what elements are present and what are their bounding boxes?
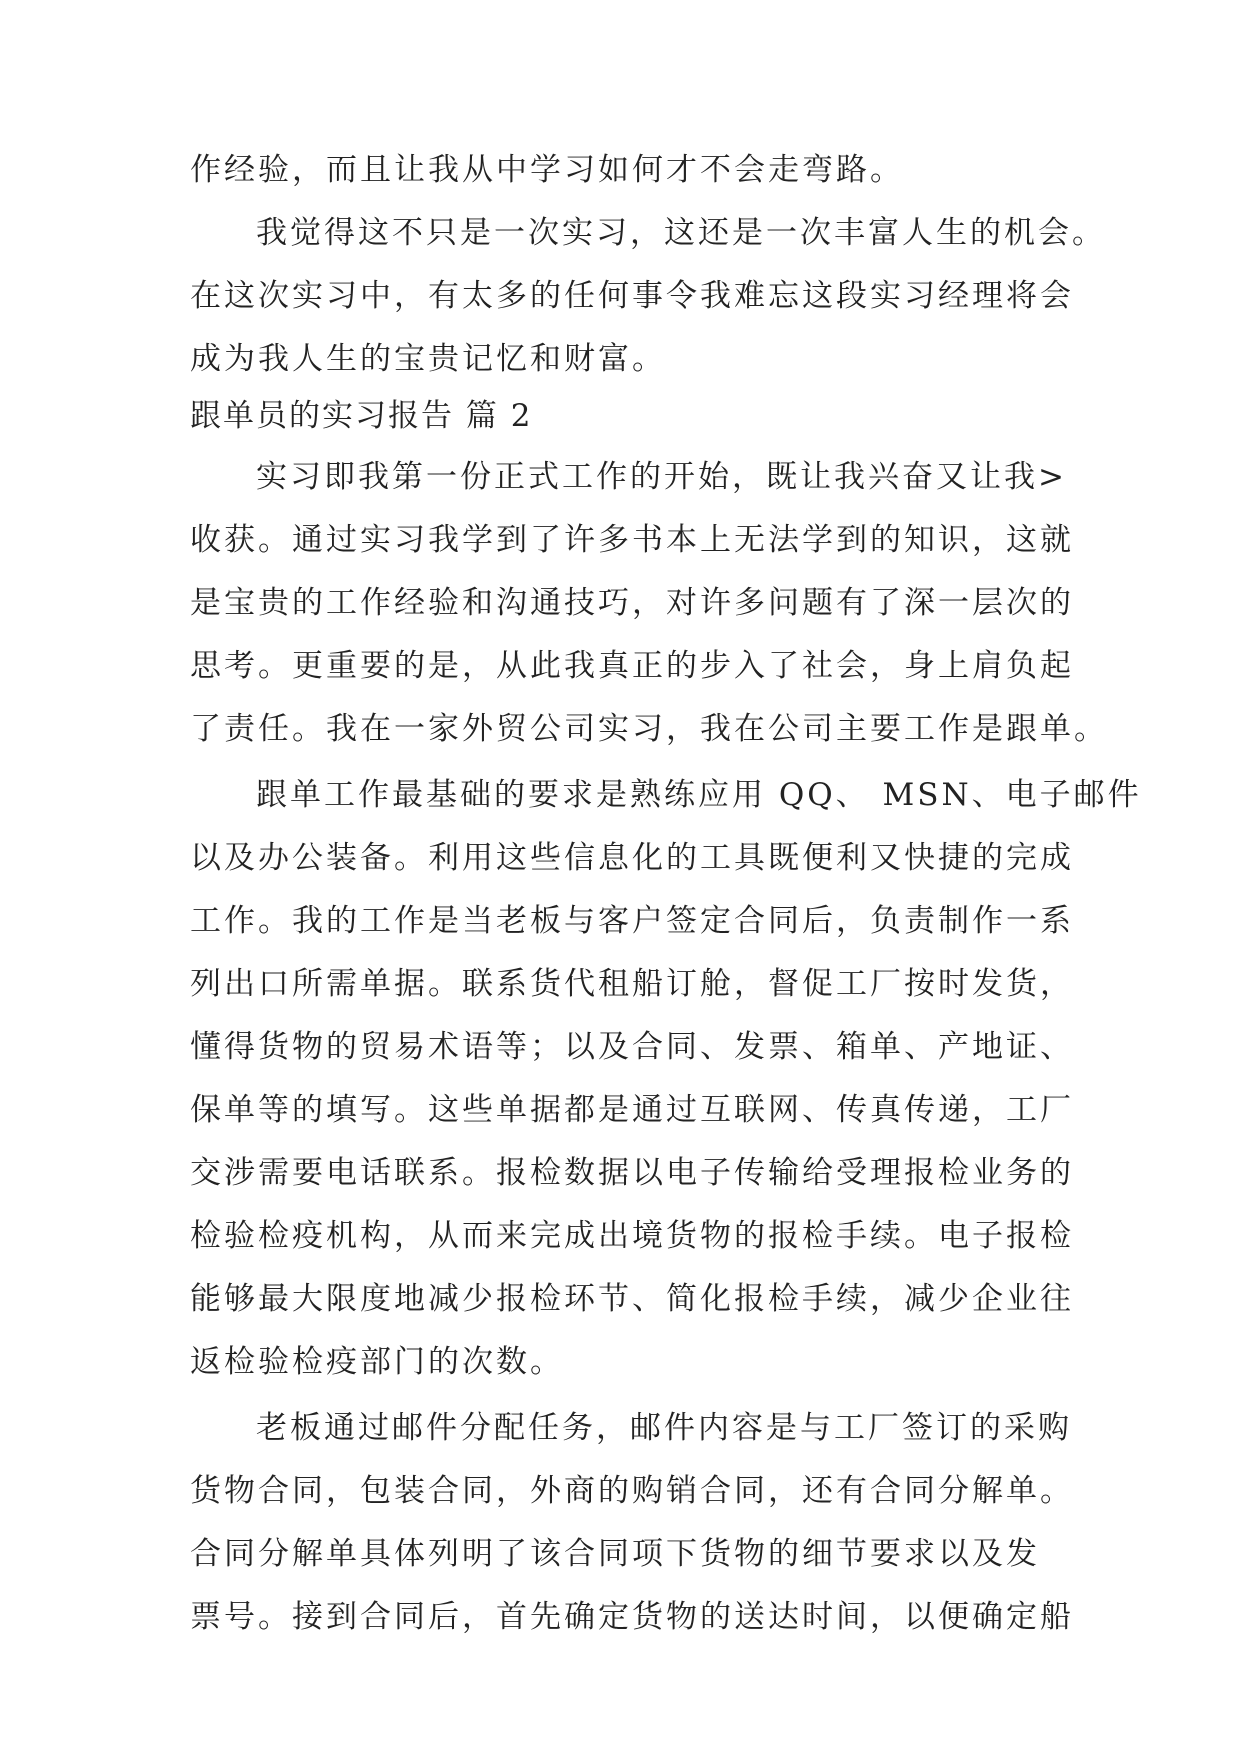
body-text-line: 票号。接到合同后，首先确定货物的送达时间，以便确定船 <box>190 1599 1074 1635</box>
paragraph-first-line: 实习即我第一份正式工作的开始，既让我兴奋又让我> <box>256 459 1067 495</box>
body-text-line: 以及办公装备。利用这些信息化的工具既便利又快捷的完成 <box>190 840 1074 876</box>
body-text-line: 收获。通过实习我学到了许多书本上无法学到的知识，这就 <box>190 522 1074 558</box>
body-text-line: 成为我人生的宝贵记忆和财富。 <box>190 341 666 377</box>
body-text-line: 列出口所需单据。联系货代租船订舱，督促工厂按时发货， <box>190 966 1074 1002</box>
body-text-line: 了责任。我在一家外贸公司实习，我在公司主要工作是跟单。 <box>190 711 1108 747</box>
paragraph-first-line: 我觉得这不只是一次实习，这还是一次丰富人生的机会。 <box>256 215 1106 251</box>
body-text-line: 在这次实习中，有太多的任何事令我难忘这段实习经理将会 <box>190 278 1074 314</box>
body-text-line: 交涉需要电话联系。报检数据以电子传输给受理报检业务的 <box>190 1155 1074 1191</box>
body-text-line: 合同分解单具体列明了该合同项下货物的细节要求以及发 <box>190 1536 1040 1572</box>
body-text-line: 保单等的填写。这些单据都是通过互联网、传真传递，工厂 <box>190 1092 1074 1128</box>
body-text-line: 作经验，而且让我从中学习如何才不会走弯路。 <box>190 152 904 188</box>
paragraph-first-line: 老板通过邮件分配任务，邮件内容是与工厂签订的采购 <box>256 1410 1072 1446</box>
section-heading: 跟单员的实习报告 篇 2 <box>190 398 533 434</box>
body-text-line: 思考。更重要的是，从此我真正的步入了社会，身上肩负起 <box>190 648 1074 684</box>
body-text-line: 懂得货物的贸易术语等；以及合同、发票、箱单、产地证、 <box>190 1029 1074 1065</box>
body-text-line: 是宝贵的工作经验和沟通技巧，对许多问题有了深一层次的 <box>190 585 1074 621</box>
body-text-line: 返检验检疫部门的次数。 <box>190 1344 564 1380</box>
paragraph-first-line: 跟单工作最基础的要求是熟练应用 QQ、 MSN、电子邮件 <box>256 777 1142 813</box>
body-text-line: 工作。我的工作是当老板与客户签定合同后，负责制作一系 <box>190 903 1074 939</box>
body-text-line: 货物合同，包装合同，外商的购销合同，还有合同分解单。 <box>190 1473 1074 1509</box>
body-text-line: 能够最大限度地减少报检环节、简化报检手续，减少企业往 <box>190 1281 1074 1317</box>
body-text-line: 检验检疫机构，从而来完成出境货物的报检手续。电子报检 <box>190 1218 1074 1254</box>
